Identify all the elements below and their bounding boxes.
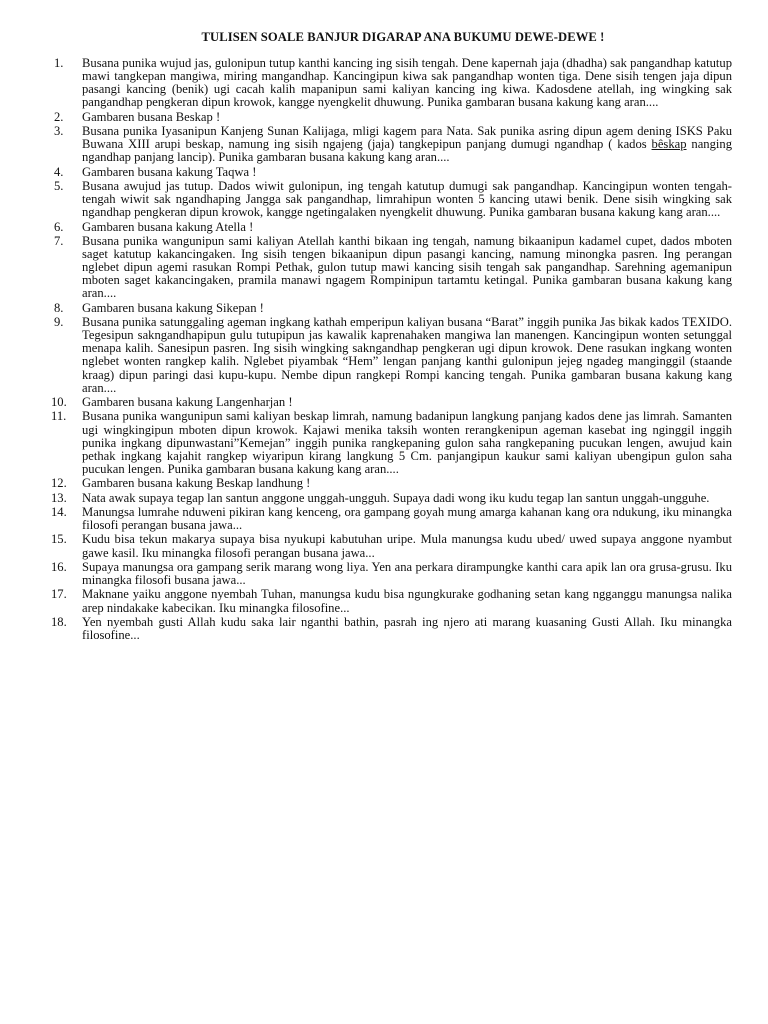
item-text: Busana awujud jas tutup. Dados wiwit gulonipun, ing tengah katutup dumugi sak pangandhap. Kancingipun wonten tengah-tengah wiwit sak ngandhaping Jangga sak pangandhap, limrahipun wonten 5 kancing utawi benik. Dene sisih wingking sak ngandhap pengkeran dipun krowok, kangge ngetingalaken nyengkelit dhuwung. Punika gambaran busana kakung kang aran.... <box>82 179 732 220</box>
list-item <box>54 57 732 109</box>
item-number: 12. <box>51 476 67 491</box>
item-number: 8. <box>54 300 64 315</box>
item-number: 15. <box>51 532 67 547</box>
list-item <box>51 559 732 588</box>
item-text: Gambaren busana kakung Sikepan ! <box>82 300 264 315</box>
item-text: Nata awak supaya tegap lan santun anggone unggah-ungguh. Supaya dadi wong iku kudu tegap lan santun unggah-ungguhe. <box>82 490 710 505</box>
item-text: Busana punika wangunipun sami kaliyan beskap limrah, namung badanipun langkung panjang kados dene jas limrah. Samanten ugi wingkingipun mboten dipun krowok. Kajawi menika taksih wonten rerangkenipun ageman kasebat ing nginggil inggih punika ingkang dipunwastani”Kemejan” inggih punika rangkepaning gulon saha rangkepaning pucukan lengen, awujud kain pethak ingkang kajahit rangkep wiyaripun kirang langkung 5 Cm. panjangipun kaukur sami kaliyan ubengipun gulon saha pucukan lengen. Punika gambaran busana kakung kang aran.... <box>82 409 732 476</box>
item-number: 1. <box>54 56 64 70</box>
item-number: 14. <box>51 504 67 519</box>
item-text: Gambaren busana kakung Beskap landhung ! <box>82 476 311 491</box>
item-number: 16. <box>51 559 67 574</box>
item-text: Yen nyembah gusti Allah kudu saka lair nganthi bathin, pasrah ing njero ati marang kuasaning Gusti Allah. Iku minangka filosofine... <box>82 614 732 642</box>
item-text: Busana punika Iyasanipun Kanjeng Sunan Kalijaga, mligi kagem para Nata. Sak punika asring dipun agem dening ISKS Paku Buwana XIII arupi beskap, namung ing sisih ngajeng (jaja) tangkepipun panjang dumugi ngandhap ( kados <box>82 124 732 152</box>
item-text: Busana punika satunggaling ageman ingkang kathah emperipun kaliyan busana “Barat” inggih punika Jas bikak kados TEXIDO. Tegesipun sakngandhapipun gulu tutupipun jas kawalik kaprenahaken mangiwa lan manengen. Kancingipun wonten setunggal menapa kalih. Sanesipun pasren. Ing sisih wingking sakngandhap pengkeran ugi dipun krowok. Dene rasukan ingkang wonten nglebet wonten rangkep kalih. Nglebet piyambak “Hem” lengan panjang kanthi gulonipun jejeg ngadeg manginggil (staande kraag) dipun paringi dasi kupu-kupu. Nembe dipun rangkepi Rompi kancing tengah. Punika gambaran busana kakung kang aran.... <box>82 315 732 395</box>
item-text: Gambaren busana Beskap ! <box>82 109 221 124</box>
list-item <box>54 166 732 179</box>
item-number: 10. <box>51 395 67 410</box>
list-item <box>54 125 732 164</box>
list-item <box>51 476 732 491</box>
list-item <box>51 587 732 615</box>
item-number: 6. <box>54 219 64 234</box>
item-number: 5. <box>54 179 64 194</box>
item-number: 13. <box>51 490 67 505</box>
list-item <box>54 316 732 395</box>
underlined-word: bêskap <box>651 137 687 152</box>
item-number: 3. <box>54 124 64 139</box>
list-item <box>54 235 732 300</box>
list-item <box>51 409 732 476</box>
item-number: 11. <box>51 409 67 424</box>
question-list <box>51 56 732 642</box>
item-text: Supaya manungsa ora gampang serik marang wong liya. Yen ana perkara dirampungke kanthi cara apik lan ora grusa-grusu. Iku minangka filosofi busana jawa... <box>82 559 732 588</box>
item-number: 4. <box>54 164 64 179</box>
item-text-continued: nanging ngandhap panjang lancip). Punika gambaran busana kakung kang aran.... <box>82 137 732 165</box>
item-text: Maknane yaiku anggone nyembah Tuhan, manungsa kudu bisa ngungkurake godhaning setan kang ngganggu manungsa nalika arep nindakake kabecikan. Iku minangka filosofine... <box>82 587 732 615</box>
item-number: 7. <box>54 234 64 248</box>
item-text: Gambaren busana kakung Langenharjan ! <box>82 395 293 410</box>
item-text: Manungsa lumrahe nduweni pikiran kang kenceng, ora gampang goyah mung amarga kahanan kang ora ndukung, iku minangka filosofi perangan busana jawa... <box>82 504 732 533</box>
item-text: Kudu bisa tekun makarya supaya bisa nyukupi kabutuhan uripe. Mula manungsa kudu ubed/ uwed supaya anggone nyambut gawe kasil. Iku minangka filosofi perangan busana jawa... <box>82 532 732 560</box>
list-item <box>51 504 732 533</box>
list-item <box>54 111 732 124</box>
item-number: 9. <box>54 315 64 330</box>
item-text: Busana punika wangunipun sami kaliyan Atellah kanthi bikaan ing tengah, namung bikaanipun kadamel cupet, dados mboten saget katutup kakancingaken. Ing sisih tengen bikaanipun dipun pasangi kancing, namung minongka pasren. Ing perangan nglebet dipun agemi rasukan Rompi Pethak, gulon tutup mawi kancing sisih tengah sak pangandhap. Sarehning agemanipun mboten saget kakancingaken, pramila manawi ngagem Rompinipun tartamtu ketingal. Punika gambaran busana kakung kang aran.... <box>82 234 732 301</box>
item-number: 18. <box>51 614 67 629</box>
list-item <box>51 395 732 410</box>
list-item <box>54 221 732 234</box>
item-text: Gambaren busana kakung Atella ! <box>82 219 254 234</box>
item-text: Busana punika wujud jas, gulonipun tutup kanthi kancing ing sisih tengah. Dene kapernah jaja (dhadha) sak pangandhap katutup mawi tangkepan mangiwa, miring mangandhap. Kancingipun kiwa sak pangandhap wonten tiga. Dene sisih tengen jaja dipun pasangi kancing (benik) ugi cacah kalih mapanipun sami kaliyan kancing ing kiwa. Kadosdene atellah, ing wingking sak pangandhap pengkeran dipun krowok, kangge nyengkelit dhuwung. Punika gambaran busana kakung kang aran.... <box>82 56 732 110</box>
list-item <box>51 532 732 560</box>
list-item <box>51 490 732 505</box>
list-item <box>54 180 732 219</box>
list-item <box>51 614 732 642</box>
list-item <box>54 302 732 315</box>
item-text: Gambaren busana kakung Taqwa ! <box>82 164 257 179</box>
item-number: 17. <box>51 587 67 602</box>
item-number: 2. <box>54 109 64 124</box>
document-title: TULISEN SOALE BANJUR DIGARAP ANA BUKUMU DEWE-DEWE ! <box>201 30 605 44</box>
